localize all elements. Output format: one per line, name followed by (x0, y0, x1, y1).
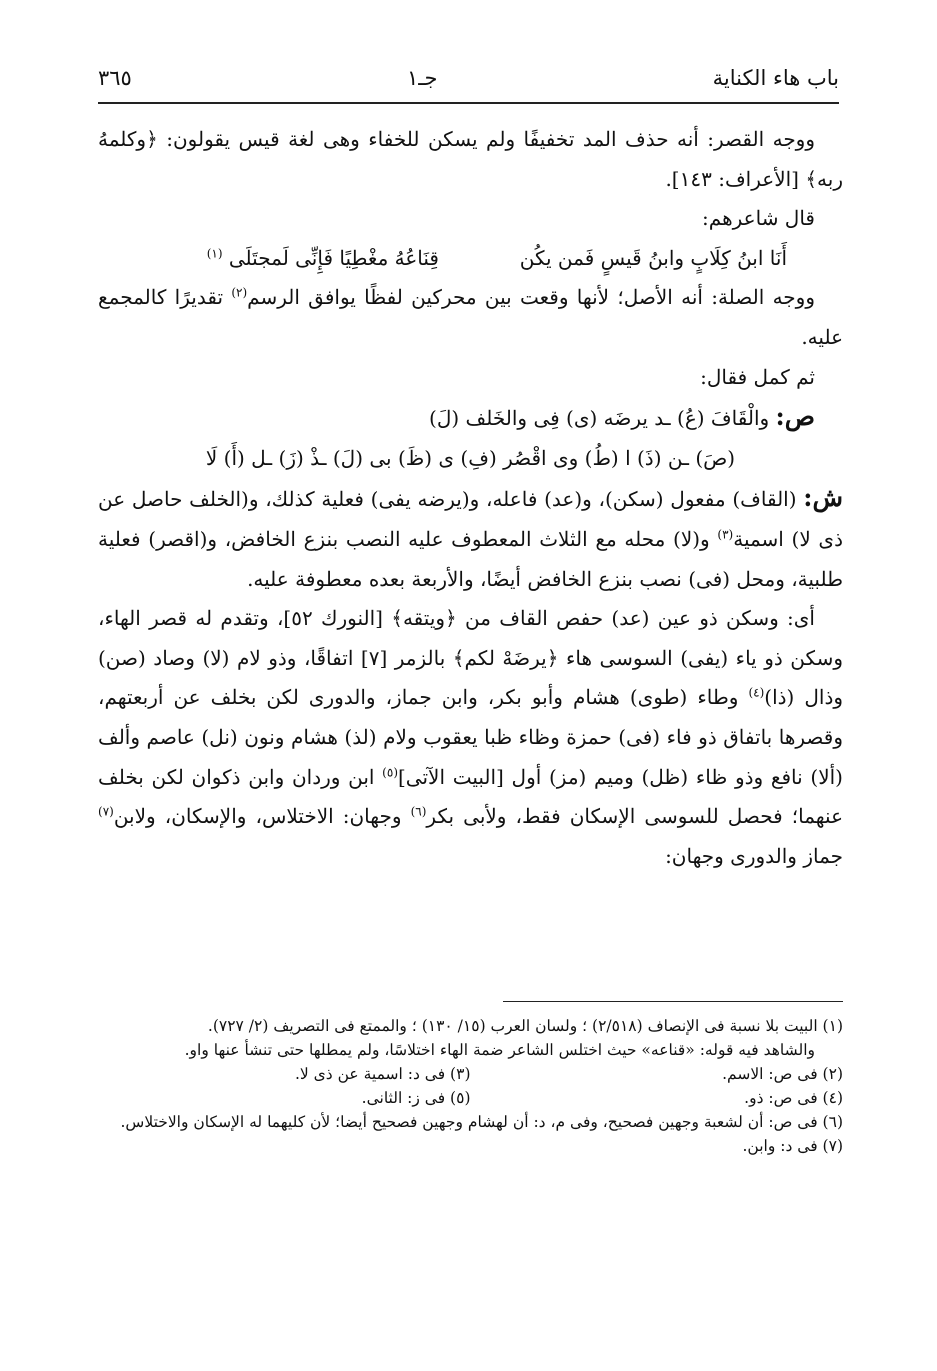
verse-first-hemistich: أَنَا ابنُ كِلَابٍ وابنُ قَيسٍ فَمن يكُن (519, 245, 787, 270)
sharh-text: (القاف) مفعول (سكن)، و(عد) فاعله، و(يرضه يفى) فعلية كذلك، و(الخلف حاصل عن ذى لا) اسمية (98, 487, 843, 551)
footnote-5: (٥) فى ز: الثانى. (361, 1089, 471, 1107)
main-text (98, 120, 843, 876)
poem-line-2: (صَ) ـن (ذَ) ا (طُ) وى اقْصُر (فِ) ى (ظَ) بى (لَ) ـذْ (زَ) ـل (أَ) لَا (205, 445, 736, 470)
footnote-ref-6: (٦) (410, 804, 427, 819)
sila-text-end: تقديرًا كالمجمع عليه. (98, 285, 843, 349)
poet-intro: قال شاعرهم: (702, 206, 815, 231)
explanation-text-1: أى: وسكن ذو عين (عد) حفص القاف من ﴿ويتقه﴾ [النورك ٥٢]، وتقدم له قصر الهاء، وسكن ذو ياء (يفى) السوسى هاء ﴿يرضَهْ لكم﴾ بالزمر [٧] اتفاقًا، وذو لام (لا) وصاد (صن) وذال (ذا) (98, 606, 844, 710)
sad-label: ص: (775, 402, 815, 432)
sharh-paragraph (98, 478, 843, 599)
sharh-text-end: و(لا) محله مع الثلاث المعطوف عليه النصب بنزع الخافض، و(اقصر) فعلية طلبية، ومحل (فى) نصب بنزع الخافض أيضًا، والأربعة بعده معطوفة عليه. (98, 526, 843, 591)
footnote-1-continued: والشاهد فيه قوله: «قناعه» حيث اختلس الشاعر ضمة الهاء اختلاسًا، ولم يمطلها حتى تنشأ عنها واو. (184, 1041, 815, 1059)
footnote-3: (٣) فى د: اسمية عن ذى لا. (294, 1065, 471, 1083)
chapter-title: باب هاء الكناية (712, 66, 839, 90)
footnote-ref-4: (٤) (748, 685, 765, 700)
poem-line-1 (98, 397, 843, 439)
footnote-ref-1: (١) (206, 246, 223, 261)
footnote-1: (١) البيت بلا نسبة فى الإنصاف (٢/٥١٨) ؛ ولسان العرب (١٥/ ١٣٠) ؛ والممتع فى التصريف (٢/ ٧٢٧). (207, 1017, 843, 1035)
quoted-verse (98, 239, 843, 279)
qasr-paragraph: ووجه القصر: أنه حذف المد تخفيفًا ولم يسكن للخفاء وهى لغة قيس يقولون: ﴿وكلمهُ ربه﴾ [الأعراف: ١٤٣]. (98, 127, 843, 191)
footnote-2: (٢) فى ص: الاسم. (722, 1065, 843, 1083)
sila-paragraph (98, 278, 843, 357)
footnote-ref-7: (٧) (98, 804, 114, 819)
footnote-6: (٦) فى ص: أن لشعبة وجهين فصحيح، وفى م، د: أن لهشام وجهين فصحيح أيضا؛ لأن كليهما له الإسكان والاختلاس. (120, 1113, 843, 1131)
footnote-7: (٧) فى د: وابن. (742, 1137, 843, 1155)
explanation-text-3: ابن وردان وابن ذكوان لكن بخلف عنهما؛ فحصل للسوسى الإسكان فقط، ولأبى بكر (98, 764, 843, 829)
running-header (98, 58, 839, 98)
footnote-divider (503, 1001, 843, 1002)
volume-label: جـ١ (407, 66, 438, 90)
explanation-text-5: جماز والدورى وجهان: (665, 843, 843, 868)
continuation-intro: ثم كمل فقال: (700, 364, 815, 389)
explanation-text-2: وطاء (طوى) هشام وأبو بكر، وابن جماز، والدورى لكن بخلف عن أربعتهم، وقصرها باتفاق ذو فاء (فى) حمزة وظاء ظبا يعقوب ولام (لذ) هشام ونون (نل) عاصم وألف (ألا) نافع وذو ظاء (ظل) وميم (مز) أول [البيت الآتى] (98, 685, 843, 789)
shin-label: ش: (803, 483, 843, 513)
footnote-row-2-3 (98, 1062, 843, 1086)
footnote-ref-5: (٥) (382, 764, 398, 779)
sila-text: ووجه الصلة: أنه الأصل؛ لأنها وقعت بين محركين لفظًا يوافق الرسم (247, 285, 815, 310)
explanation-text-4: وجهان: الاختلاس، والإسكان، ولابن (113, 804, 411, 829)
footnote-ref-2: (٢) (231, 285, 248, 300)
footnote-ref-3: (٣) (717, 527, 734, 542)
footnote-row-4-5 (98, 1086, 843, 1110)
header-divider (98, 102, 839, 104)
verse-second-hemistich: قِنَاعُهُ مغْطِيًا فَإِنِّى لَمجتَلَى (228, 245, 439, 270)
poem-text-1: والْقَافَ (عُ) ـد يرضَه (ى) فِى والخَلف (لَ) (429, 406, 770, 431)
explanation-paragraph (98, 599, 843, 876)
footnotes (98, 1014, 843, 1158)
footnote-4: (٤) فى ص: ذو. (744, 1089, 843, 1107)
page-number: ٣٦٥ (98, 66, 132, 90)
